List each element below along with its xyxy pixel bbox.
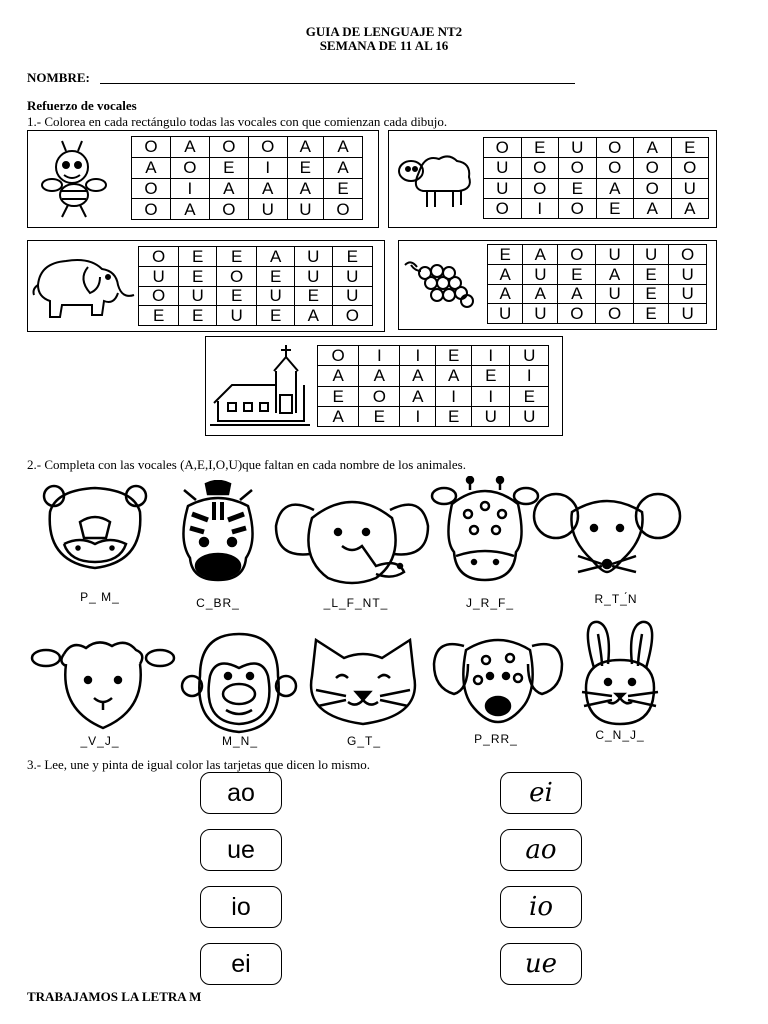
vowel-cell[interactable]: A (324, 157, 363, 178)
vowel-cell[interactable]: O (559, 198, 597, 218)
vowel-cell[interactable]: A (287, 137, 323, 158)
vowel-cell[interactable]: U (559, 138, 597, 158)
vowel-cell[interactable]: U (669, 264, 707, 284)
grid-row (132, 157, 363, 178)
vowel-cell[interactable]: U (484, 178, 522, 198)
vowel-cell[interactable]: I (510, 366, 549, 386)
vowel-cell[interactable]: E (257, 266, 295, 286)
vowel-cell[interactable]: A (170, 137, 209, 158)
vowel-cell[interactable]: O (216, 266, 256, 286)
elephant-face-icon (272, 488, 432, 586)
vowel-cell[interactable]: E (558, 264, 596, 284)
animal-label-elephant: _L_F_NT_ (323, 596, 389, 610)
vowel-cell[interactable]: A (634, 198, 672, 218)
vowel-cell[interactable]: A (324, 137, 363, 158)
vowel-cell[interactable]: A (318, 366, 359, 386)
vowel-cell[interactable]: E (596, 198, 634, 218)
footer-text: TRABAJAMOS LA LETRA M (27, 989, 202, 1004)
grid-row (318, 346, 549, 366)
vowel-cell[interactable]: E (209, 157, 248, 178)
vowel-cell[interactable]: U (633, 245, 668, 265)
vowel-cell[interactable]: E (179, 266, 217, 286)
vowel-cell[interactable]: U (523, 304, 558, 324)
vowel-grid-sheep (483, 137, 709, 219)
animal-label-monkey: M_N_ (221, 734, 258, 748)
animal-label-giraffe: J_R_F_ (465, 596, 515, 610)
grid-row (488, 284, 707, 304)
vowel-cell[interactable]: A (634, 138, 672, 158)
section1-heading: Refuerzo de vocales (27, 98, 137, 113)
vowel-cell[interactable]: U (669, 284, 707, 304)
vowel-cell[interactable]: I (400, 406, 436, 426)
vowel-cell[interactable]: U (287, 199, 323, 220)
vowel-cell[interactable]: I (359, 346, 400, 366)
vowel-cell[interactable]: A (488, 284, 523, 304)
vowel-grid-church (317, 345, 549, 427)
section2-instruction: 2.- Completa con las vocales (A,E,I,O,U)que faltan en cada nombre de los animales. (27, 457, 466, 472)
vowel-cell[interactable]: E (510, 386, 549, 406)
vowel-cell[interactable]: O (484, 198, 522, 218)
print-card-3[interactable]: io (200, 886, 282, 928)
vowel-cell[interactable]: O (559, 158, 597, 178)
vowel-cell[interactable]: I (521, 198, 559, 218)
vowel-cell[interactable]: E (179, 247, 217, 267)
vowel-cell[interactable]: O (324, 199, 363, 220)
vowel-cell[interactable]: A (132, 157, 171, 178)
vowel-cell[interactable]: O (521, 178, 559, 198)
vowel-cell[interactable]: U (332, 266, 372, 286)
cursive-card-1[interactable]: ei (500, 772, 582, 814)
vowel-cell[interactable]: O (209, 137, 248, 158)
vowel-cell[interactable]: O (671, 158, 709, 178)
cat-face-icon (302, 636, 424, 728)
vowel-cell[interactable]: E (359, 406, 400, 426)
vowel-cell[interactable]: U (596, 284, 634, 304)
name-label: NOMBRE: (27, 70, 90, 85)
vowel-cell[interactable]: A (294, 306, 332, 326)
cursive-card-3[interactable]: io (500, 886, 582, 928)
vowel-cell[interactable]: A (400, 366, 436, 386)
rabbit-face-icon (572, 618, 668, 728)
vowel-cell[interactable]: E (671, 138, 709, 158)
vowel-cell[interactable]: E (436, 346, 472, 366)
vowel-cell[interactable]: I (472, 346, 510, 366)
vowel-cell[interactable]: A (671, 198, 709, 218)
vowel-cell[interactable]: O (248, 137, 287, 158)
vowel-cell[interactable]: O (634, 158, 672, 178)
vowel-cell[interactable]: A (523, 245, 558, 265)
animal-label-sheep: _V_J_ (80, 734, 120, 748)
vowel-cell[interactable]: U (294, 247, 332, 267)
vowel-cell[interactable]: U (523, 264, 558, 284)
grid-row (484, 198, 709, 218)
vowel-cell[interactable]: U (472, 406, 510, 426)
vowel-cell[interactable]: U (671, 178, 709, 198)
animal-label-cat: G_T_ (346, 734, 381, 748)
grid-row (488, 245, 707, 265)
vowel-cell[interactable]: A (359, 366, 400, 386)
vowel-cell[interactable]: E (179, 306, 217, 326)
section3-instruction: 3.- Lee, une y pinta de igual color las tarjetas que dicen lo mismo. (27, 757, 370, 772)
grid-row (139, 247, 373, 267)
vowel-cell[interactable]: O (484, 138, 522, 158)
vowel-cell[interactable]: E (633, 304, 668, 324)
vowel-cell[interactable]: E (633, 264, 668, 284)
vowel-cell[interactable]: O (669, 245, 707, 265)
vowel-cell[interactable]: O (318, 346, 359, 366)
grid-row (318, 406, 549, 426)
vowel-cell[interactable]: O (132, 178, 171, 199)
sheep-icon (393, 149, 475, 211)
vowel-cell[interactable]: E (287, 157, 323, 178)
print-card-4[interactable]: ei (200, 943, 282, 985)
name-line[interactable] (100, 83, 575, 84)
vowel-cell[interactable]: E (332, 247, 372, 267)
vowel-grid-bee (131, 136, 363, 220)
vowel-cell[interactable]: A (488, 264, 523, 284)
grid-row (139, 306, 373, 326)
vowel-cell[interactable]: A (436, 366, 472, 386)
vowel-box-sheep (388, 130, 717, 228)
vowel-cell[interactable]: E (559, 178, 597, 198)
vowel-cell[interactable]: U (332, 286, 372, 306)
vowel-cell[interactable]: O (558, 245, 596, 265)
vowel-cell[interactable]: I (400, 346, 436, 366)
vowel-box-church (205, 336, 563, 436)
animal-label-zebra: C_BR_ (196, 596, 240, 610)
mouse-face-icon (532, 486, 682, 578)
grid-row (318, 366, 549, 386)
cursive-card-4[interactable]: ue (500, 943, 582, 985)
vowel-cell[interactable]: E (472, 366, 510, 386)
vowel-cell[interactable]: O (596, 304, 634, 324)
page-title: GUIA DE LENGUAJE NT2 (305, 24, 463, 39)
vowel-cell[interactable]: U (596, 245, 634, 265)
animal-label-mouse: R_T_́N (594, 592, 638, 606)
section1-instruction: 1.- Colorea en cada rectángulo todas las vocales con que comienzan cada dibujo. (27, 114, 448, 129)
grid-row (132, 199, 363, 220)
dog-face-icon (430, 630, 566, 726)
vowel-cell[interactable]: O (596, 158, 634, 178)
vowel-cell[interactable]: U (139, 266, 179, 286)
vowel-cell[interactable]: U (248, 199, 287, 220)
vowel-cell[interactable]: I (170, 178, 209, 199)
vowel-grid-elephant (138, 246, 373, 326)
vowel-cell[interactable]: A (209, 178, 248, 199)
vowel-cell[interactable]: O (596, 138, 634, 158)
vowel-cell[interactable]: E (216, 247, 256, 267)
vowel-cell[interactable]: E (139, 306, 179, 326)
vowel-cell[interactable]: I (248, 157, 287, 178)
vowel-cell[interactable]: E (633, 284, 668, 304)
vowel-cell[interactable]: I (436, 386, 472, 406)
grid-row (484, 158, 709, 178)
vowel-cell[interactable]: A (248, 178, 287, 199)
vowel-cell[interactable]: E (488, 245, 523, 265)
grid-row (318, 386, 549, 406)
vowel-cell[interactable]: U (179, 286, 217, 306)
print-card-2[interactable]: ue (200, 829, 282, 871)
vowel-cell[interactable]: O (359, 386, 400, 406)
bee-icon (34, 137, 114, 221)
cursive-card-2[interactable]: ao (500, 829, 582, 871)
vowel-cell[interactable]: O (634, 178, 672, 198)
grid-row (484, 138, 709, 158)
vowel-cell[interactable]: A (257, 247, 295, 267)
page-subtitle: SEMANA DE 11 AL 16 (319, 38, 449, 53)
lion-face-icon (40, 482, 150, 574)
grid-row (139, 266, 373, 286)
animal-label-rabbit: C_N_J_ (595, 728, 645, 742)
vowel-cell[interactable]: O (521, 158, 559, 178)
vowel-cell[interactable]: E (294, 286, 332, 306)
grid-row (488, 304, 707, 324)
giraffe-face-icon (430, 476, 540, 584)
vowel-cell[interactable]: E (216, 286, 256, 306)
grid-row (132, 137, 363, 158)
vowel-box-elephant (27, 240, 385, 332)
vowel-cell[interactable]: U (294, 266, 332, 286)
print-card-1[interactable]: ao (200, 772, 282, 814)
vowel-cell[interactable]: A (287, 178, 323, 199)
vowel-cell[interactable]: O (139, 247, 179, 267)
zebra-face-icon (174, 480, 262, 584)
vowel-cell[interactable]: O (170, 157, 209, 178)
vowel-cell[interactable]: O (139, 286, 179, 306)
vowel-cell[interactable]: O (332, 306, 372, 326)
vowel-cell[interactable]: A (558, 284, 596, 304)
animal-label-dog: P_RR_ (474, 732, 518, 746)
vowel-cell[interactable]: E (318, 386, 359, 406)
vowel-cell[interactable]: A (400, 386, 436, 406)
grid-row (488, 264, 707, 284)
vowel-cell[interactable]: U (488, 304, 523, 324)
vowel-cell[interactable]: O (132, 137, 171, 158)
vowel-grid-grapes (487, 244, 707, 324)
vowel-cell[interactable]: E (521, 138, 559, 158)
vowel-cell[interactable]: U (216, 306, 256, 326)
elephant-icon (30, 249, 136, 321)
vowel-cell[interactable]: U (257, 286, 295, 306)
grid-row (132, 178, 363, 199)
vowel-cell[interactable]: O (132, 199, 171, 220)
grid-row (139, 286, 373, 306)
vowel-box-grapes (398, 240, 717, 330)
vowel-cell[interactable]: E (436, 406, 472, 426)
vowel-cell[interactable]: A (523, 284, 558, 304)
vowel-cell[interactable]: E (324, 178, 363, 199)
vowel-cell[interactable]: U (510, 346, 549, 366)
vowel-cell[interactable]: I (472, 386, 510, 406)
animal-label-lion: P_ M_ (80, 590, 120, 604)
vowel-cell[interactable]: A (318, 406, 359, 426)
grid-row (484, 178, 709, 198)
vowel-cell[interactable]: A (596, 264, 634, 284)
vowel-cell[interactable]: U (669, 304, 707, 324)
vowel-cell[interactable]: O (209, 199, 248, 220)
church-icon (208, 341, 312, 431)
vowel-cell[interactable]: U (484, 158, 522, 178)
vowel-cell[interactable]: A (596, 178, 634, 198)
vowel-box-bee (27, 130, 379, 228)
vowel-cell[interactable]: A (170, 199, 209, 220)
vowel-cell[interactable]: E (257, 306, 295, 326)
vowel-cell[interactable]: O (558, 304, 596, 324)
vowel-cell[interactable]: U (510, 406, 549, 426)
grapes-icon (401, 255, 479, 311)
sheep-face-icon (30, 640, 176, 732)
monkey-face-icon (180, 628, 298, 738)
